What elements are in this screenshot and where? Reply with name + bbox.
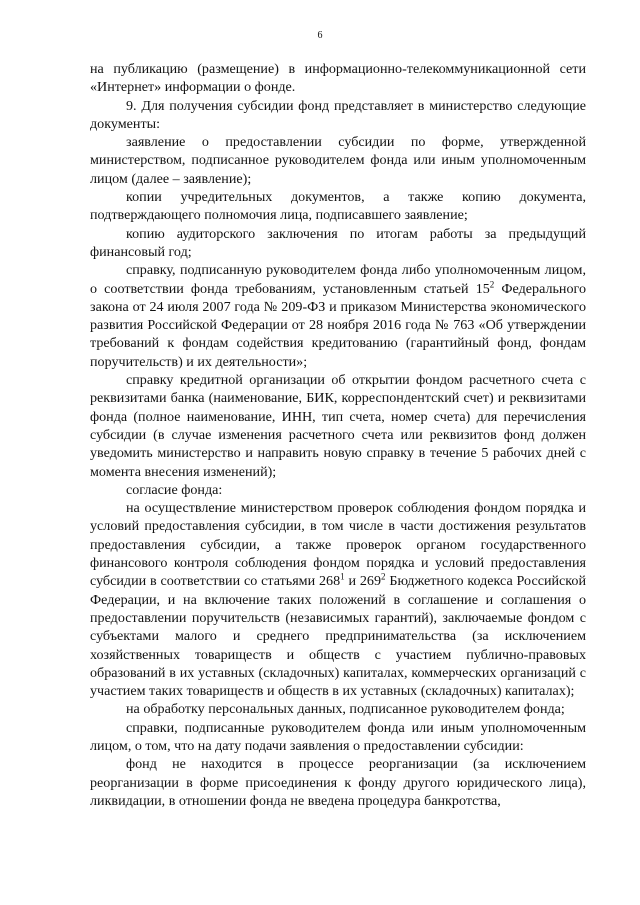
page-number: 6: [317, 30, 323, 41]
paragraph: справки, подписанные руководителем фонда или иным уполномоченным лицом, о том, что на дату подачи заявления о предоставлении субсидии:: [90, 719, 586, 754]
text-run: Бюджетного кодекса Российской Федерации, и на включение таких положений в соглашение и соглашения о предоставлении поручительств (независимых гарантий), заключаемые фондом с субъектами малого и среднего предпринимательства (за исключением хозяйственных товариществ и обществ с участием публично-правовых образований в их уставных (складочных) капиталах, коммерческих организаций с участием таких товариществ и обществ в их уставных (складочных) капиталах);: [90, 573, 587, 700]
text-run: на осуществление министерством проверок соблюдения фондом порядка и условий предоставления субсидии, в том числе в части достижения результатов предоставления субсидии, а также проверок органом государственного финансового контроля соблюдения фондом порядка и условий предоставления субсидии в соответствии со статьями 268: [90, 500, 586, 590]
paragraph: согласие фонда:: [126, 481, 223, 498]
paragraph: справку кредитной организации об открытии фондом расчетного счета с реквизитами банка (наименование, БИК, корреспондентский счет) и реквизитами фонда (полное наименование, ИНН, тип счета, номер счета) для перечисления субсидии (в случае изменения расчетного счета или реквизитов фонд должен уведомить министерство и направить новую справку в течение 5 рабочих дней с момента внесения изменений);: [90, 372, 586, 480]
text-run: справку, подписанную руководителем фонда либо уполномоченным лицом, о соответствии фонда требованиям, установленным статьей 15: [90, 262, 586, 297]
paragraph: 9. Для получения субсидии фонд представляет в министерство следующие документы:: [90, 97, 586, 132]
paragraph: фонд не находится в процессе реорганизации (за исключением реорганизации в форме присоединения к фонду другого юридического лица), ликвидации, в отношении фонда не введена процедура банкротства,: [90, 756, 586, 809]
superscript: 1: [340, 571, 345, 582]
paragraph: копию аудиторского заключения по итогам работы за предыдущий финансовый год;: [90, 225, 586, 260]
superscript: 2: [489, 278, 495, 289]
paragraph: копии учредительных документов, а также копию документа, подтверждающего полномочия лица, подписавшего заявление;: [90, 189, 586, 224]
paragraph: на публикацию (размещение) в информационно-телекоммуникационной сети «Интернет» информации о фонде.: [90, 61, 586, 96]
paragraph: [90, 261, 586, 371]
superscript: 2: [381, 571, 386, 582]
document-body: [90, 60, 586, 810]
paragraph: [90, 499, 586, 700]
paragraph: на обработку персональных данных, подписанное руководителем фонда;: [126, 701, 565, 718]
paragraph: заявление о предоставлении субсидии по форме, утвержденной министерством, подписанное руководителем фонда или иным уполномоченным лицом (далее – заявление);: [90, 134, 586, 187]
text-run: и 269: [344, 573, 382, 590]
text-run: Федерального закона от 24 июля 2007 года № 209-ФЗ и приказом Министерства экономического развития Российской Федерации от 28 ноября 2016 года № 763 «Об утверждении требований к фондам содействия кредитованию (гарантийный фонд, фондам поручительств) и их деятельности»;: [90, 280, 586, 370]
